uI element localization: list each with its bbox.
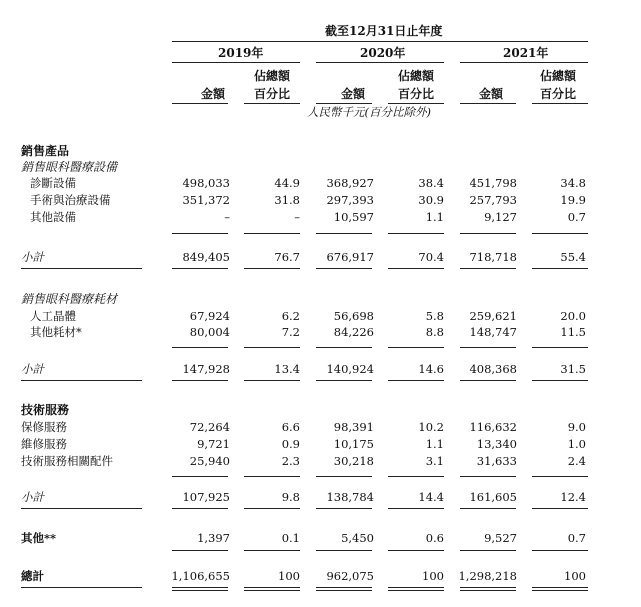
col-underline [460, 103, 516, 104]
cell: 161,605 [469, 490, 517, 504]
subtotal-rule [172, 233, 228, 234]
subtotal-rule [532, 380, 588, 381]
cell: 56,698 [333, 309, 374, 323]
cell: 147,928 [182, 362, 230, 376]
cell: 84,226 [333, 325, 374, 339]
cell: 368,927 [326, 176, 374, 190]
cell: 257,793 [469, 193, 517, 207]
col-pct-2021-l2: 百分比 [540, 87, 577, 101]
cell: 30.9 [418, 193, 444, 207]
unit-note: 人民幣千元(百分比除外) [307, 105, 431, 119]
cell: 70.4 [418, 250, 444, 264]
col-amount-2020: 金額 [341, 87, 366, 101]
cell: 10.2 [418, 420, 444, 434]
year-2020: 2020年 [360, 46, 406, 60]
year-2019: 2019年 [218, 46, 264, 60]
cell: 351,372 [182, 193, 230, 207]
cell: 116,632 [469, 420, 517, 434]
subtotal-label-underline [21, 268, 142, 269]
subtotal-rule [316, 347, 372, 348]
cell: 12.4 [560, 490, 586, 504]
cell: 0.9 [281, 437, 300, 451]
total-rule [316, 550, 372, 551]
col-pct-2020-l2: 百分比 [398, 87, 435, 101]
cell: 107,925 [182, 490, 230, 504]
subtotal-rule [532, 268, 588, 269]
col-amount-2021: 金額 [479, 87, 504, 101]
subtotal-rule [388, 268, 444, 269]
cell: 76.7 [274, 250, 300, 264]
year-2019-underline [172, 62, 300, 63]
subtotal-rule [460, 508, 516, 509]
double-rule [316, 587, 372, 588]
subtotal-label-underline [21, 380, 142, 381]
double-rule [172, 590, 228, 591]
subtotal-label: 小計 [21, 362, 44, 376]
subtotal-rule [244, 268, 300, 269]
subtotal-rule [460, 268, 516, 269]
total-rule [460, 550, 516, 551]
period-title: 截至12月31日止年度 [325, 24, 443, 38]
cell: 718,718 [469, 250, 517, 264]
col-underline [172, 103, 228, 104]
section-subtitle: 銷售眼科醫療設備 [21, 160, 118, 174]
cell: 13.4 [274, 362, 300, 376]
row-label: 技術服務相關配件 [21, 454, 113, 468]
cell: 2.4 [567, 454, 586, 468]
cell: 1,298,218 [458, 569, 517, 583]
cell: 100 [564, 569, 586, 583]
cell: 0.7 [567, 531, 586, 545]
row-label: 其他耗材* [30, 325, 82, 339]
cell: 10,597 [333, 210, 374, 224]
subtotal-rule [388, 508, 444, 509]
subtotal-rule [244, 233, 300, 234]
double-rule [388, 590, 444, 591]
cell: 72,264 [189, 420, 230, 434]
col-underline [316, 103, 372, 104]
subtotal-rule [316, 380, 372, 381]
cell: 140,924 [326, 362, 374, 376]
cell: 498,033 [182, 176, 230, 190]
total-rule [172, 550, 228, 551]
double-rule [460, 590, 516, 591]
cell: 2.3 [281, 454, 300, 468]
cell: 44.9 [274, 176, 300, 190]
row-label: 手術與治療設備 [30, 193, 111, 207]
cell: 38.4 [418, 176, 444, 190]
col-underline [532, 103, 588, 104]
cell: 148,747 [469, 325, 517, 339]
cell: 6.6 [281, 420, 300, 434]
cell: 849,405 [182, 250, 230, 264]
subtotal-rule [388, 347, 444, 348]
cell: 5.8 [425, 309, 444, 323]
cell: 25,940 [189, 454, 230, 468]
subtotal-rule [316, 508, 372, 509]
cell: 67,924 [189, 309, 230, 323]
subtotal-label-underline [21, 508, 142, 509]
double-rule [532, 587, 588, 588]
cell: 30,218 [333, 454, 374, 468]
cell: 19.9 [560, 193, 586, 207]
others-label: 其他** [21, 531, 57, 545]
cell: 80,004 [189, 325, 230, 339]
section-title: 技術服務 [21, 403, 70, 417]
row-label: 診斷設備 [30, 176, 76, 190]
col-amount-2019: 金額 [201, 87, 226, 101]
year-2021-underline [460, 62, 588, 63]
subtotal-rule [532, 476, 588, 477]
year-2020-underline [316, 62, 444, 63]
subtotal-rule [388, 380, 444, 381]
double-rule [244, 587, 300, 588]
double-rule [532, 590, 588, 591]
subtotal-label: 小計 [21, 250, 44, 264]
cell: 408,368 [469, 362, 517, 376]
cell: 962,075 [326, 569, 374, 583]
cell: 55.4 [560, 250, 586, 264]
cell: 676,917 [326, 250, 374, 264]
col-pct-2020-l1: 佔總額 [398, 69, 435, 83]
cell: – [294, 210, 300, 224]
subtotal-rule [388, 233, 444, 234]
cell: – [224, 210, 230, 224]
subtotal-rule [244, 380, 300, 381]
subtotal-rule [532, 233, 588, 234]
double-rule [388, 587, 444, 588]
subtotal-rule [172, 508, 228, 509]
subtotal-rule [316, 268, 372, 269]
col-pct-2021-l1: 佔總額 [540, 69, 577, 83]
cell: 451,798 [469, 176, 517, 190]
cell: 1.0 [567, 437, 586, 451]
cell: 1,397 [197, 531, 230, 545]
row-label: 保修服務 [21, 420, 67, 434]
subtotal-rule [460, 233, 516, 234]
cell: 100 [278, 569, 300, 583]
subtotal-rule [316, 476, 372, 477]
col-underline [244, 103, 300, 104]
cell: 98,391 [333, 420, 374, 434]
subtotal-rule [388, 476, 444, 477]
subtotal-rule [316, 233, 372, 234]
col-pct-2019-l2: 百分比 [254, 87, 291, 101]
total-rule [388, 550, 444, 551]
subtotal-rule [172, 268, 228, 269]
subtotal-rule [172, 347, 228, 348]
cell: 1.1 [425, 437, 444, 451]
subtotal-rule [244, 476, 300, 477]
double-rule [244, 590, 300, 591]
cell: 9,721 [197, 437, 230, 451]
cell: 10,175 [333, 437, 374, 451]
cell: 20.0 [560, 309, 586, 323]
cell: 31,633 [476, 454, 517, 468]
row-label: 人工晶體 [30, 309, 76, 323]
subtotal-rule [532, 508, 588, 509]
cell: 14.4 [418, 490, 444, 504]
cell: 5,450 [341, 531, 374, 545]
cell: 138,784 [326, 490, 374, 504]
subtotal-rule [244, 508, 300, 509]
section-title: 銷售產品 [21, 144, 70, 158]
total-rule [532, 550, 588, 551]
subtotal-rule [244, 347, 300, 348]
cell: 9,127 [484, 210, 517, 224]
cell: 100 [422, 569, 444, 583]
period-underline [172, 41, 588, 42]
subtotal-rule [460, 476, 516, 477]
cell: 9.0 [567, 420, 586, 434]
cell: 259,621 [469, 309, 517, 323]
section-subtitle: 銷售眼科醫療耗材 [21, 292, 118, 306]
row-label: 其他設備 [30, 210, 76, 224]
cell: 297,393 [326, 193, 374, 207]
subtotal-rule [532, 347, 588, 348]
double-rule [460, 587, 516, 588]
cell: 13,340 [476, 437, 517, 451]
double-rule [172, 587, 228, 588]
cell: 6.2 [281, 309, 300, 323]
subtotal-rule [172, 476, 228, 477]
double-rule [316, 590, 372, 591]
col-underline [388, 103, 444, 104]
subtotal-rule [460, 380, 516, 381]
cell: 3.1 [425, 454, 444, 468]
col-pct-2019-l1: 佔總額 [254, 69, 291, 83]
subtotal-rule [460, 347, 516, 348]
row-label: 維修服務 [21, 437, 67, 451]
total-rule [244, 550, 300, 551]
cell: 31.8 [274, 193, 300, 207]
cell: 14.6 [418, 362, 444, 376]
subtotal-rule [172, 380, 228, 381]
cell: 7.2 [281, 325, 300, 339]
total-label-underline [21, 587, 142, 588]
subtotal-label: 小計 [21, 490, 44, 504]
cell: 0.1 [281, 531, 300, 545]
cell: 31.5 [560, 362, 586, 376]
cell: 1.1 [425, 210, 444, 224]
cell: 8.8 [425, 325, 444, 339]
cell: 11.5 [560, 325, 586, 339]
year-2021: 2021年 [503, 46, 549, 60]
total-label: 總計 [21, 569, 44, 583]
cell: 0.6 [425, 531, 444, 545]
cell: 34.8 [560, 176, 586, 190]
cell: 0.7 [567, 210, 586, 224]
cell: 1,106,655 [171, 569, 230, 583]
cell: 9,527 [484, 531, 517, 545]
cell: 9.8 [281, 490, 300, 504]
